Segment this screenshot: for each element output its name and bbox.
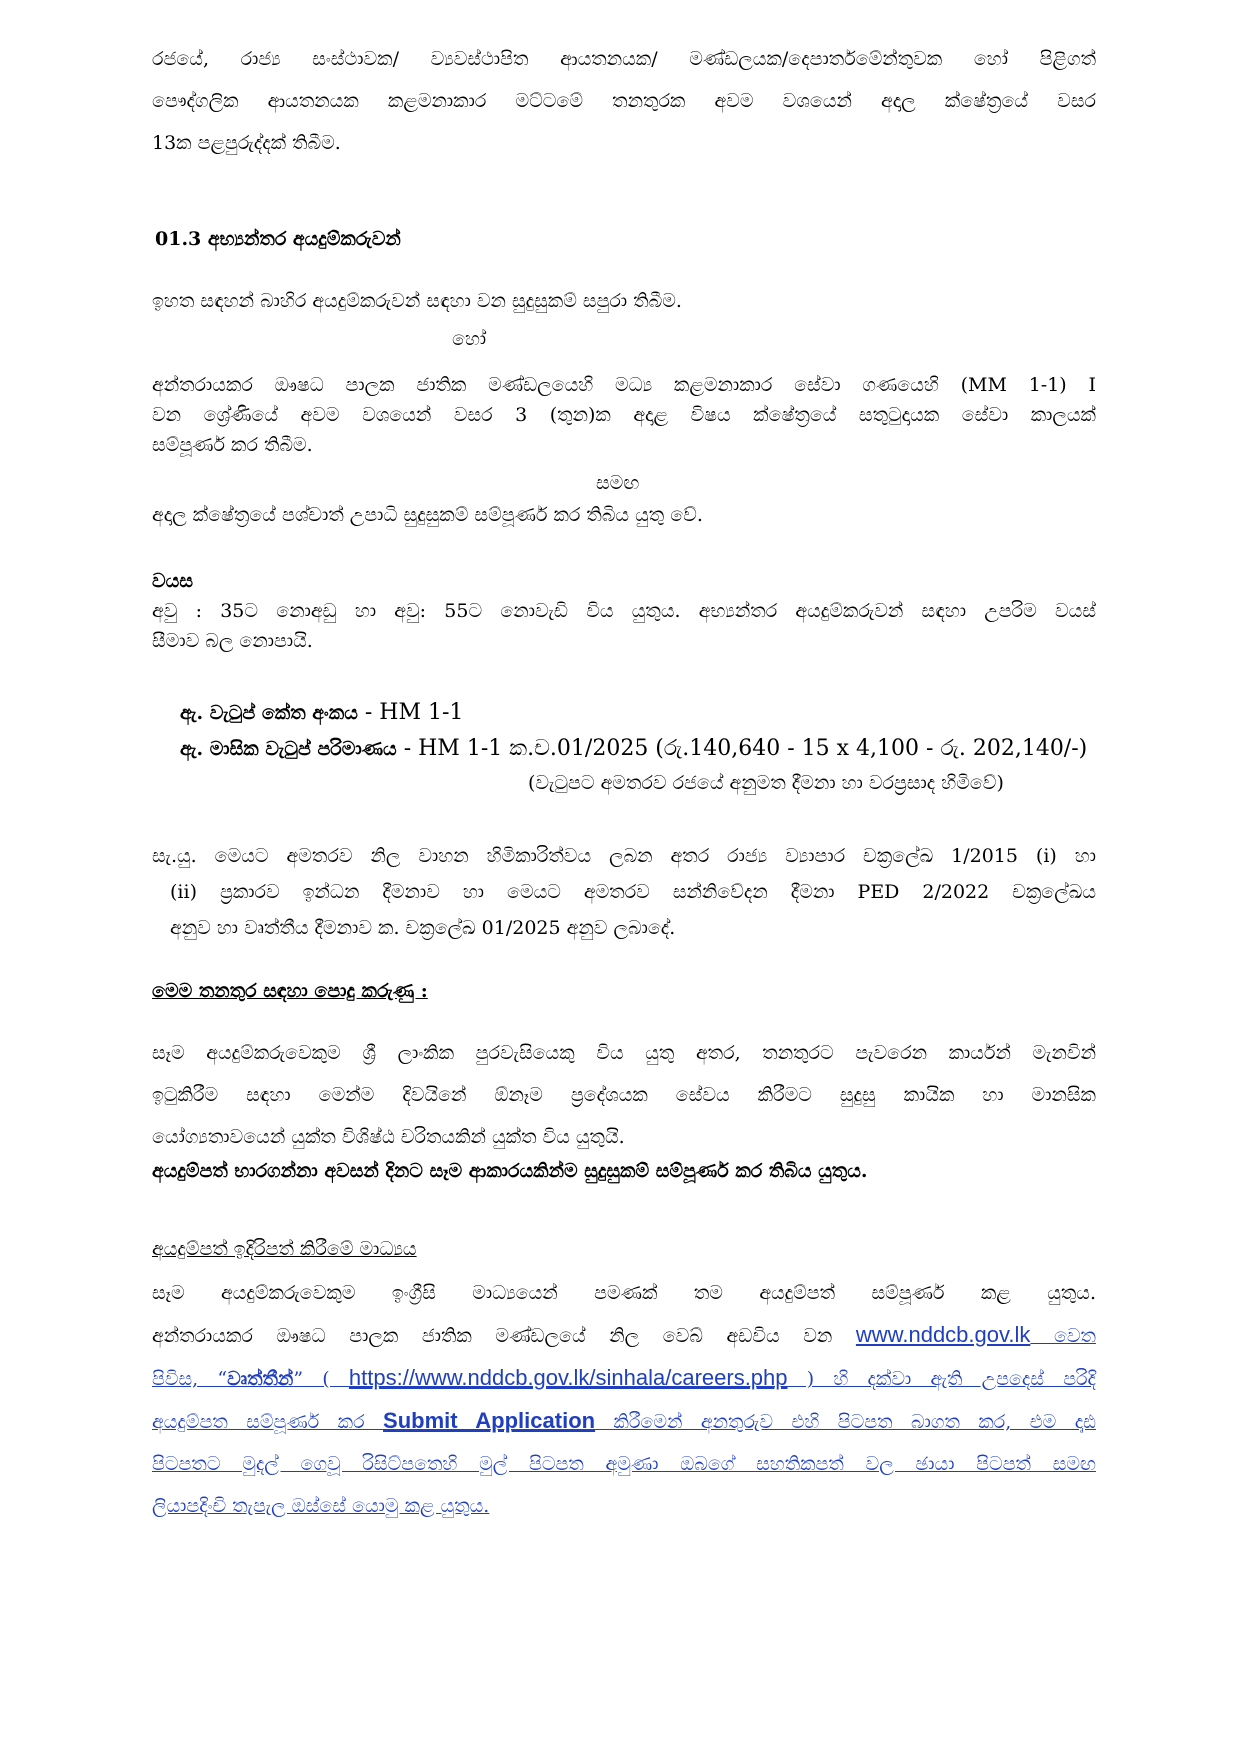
nb-line-1 [152,838,1096,874]
age-line-2: සීමාව බල නොපායි. [152,630,313,652]
intro-paragraph [152,38,1096,164]
careers-label: වෘත්තීන් [227,1368,294,1390]
salary-scale-value: - HM 1-1 ක.ච.01/2025 (රු.140,640 - 15 x 4,100 - රු. 202,140/-) [396,736,1088,761]
apply-heading: අයදුම්පත් ඉදිරිපත් කිරීමේ මාධ්‍යය [152,1238,417,1260]
careers-page-link[interactable]: https://www.nddcb.gov.lk/sinhala/careers.php [348,1365,788,1390]
general-line-1: සෑම අයදුම්කරුවෙකුම ශ්‍රී ලාංකික පුරවැසියෙකු විය යුතු අතර, තනතුරට පැවරෙන කාර්යන් මැනවින් [152,1042,1096,1064]
apply-line-2 [152,1314,1096,1357]
age-line-1: අවු : 35ට නොඅඩු හා අවු: 55ට නොවැඩි විය යුතුය. අභ්‍යන්තර අයදුම්කරුවන් සඳහා උපරිම වයස් [152,600,1096,622]
apply-line-4[interactable] [152,1400,1096,1443]
apply-line-4-c: කිරීමෙන් අනතුරුව එහි පිටපත බාගත කර, එම දෘඪ [595,1411,1097,1433]
apply-paragraph [152,1272,1096,1527]
internal-p2-line-1: අන්තරායකර ඖෂධ පාලක ජාතික මණ්ඩලයෙහි මධ්‍ය කළමනාකාර සේවා ගණයෙහි (MM 1-1) I [152,374,1096,396]
apply-line-2-text: අන්තරායකර ඖෂධ පාලක ජාතික මණ්ඩලයේ නිල වෙබ් අඩවිය වන [152,1325,856,1347]
internal-paragraph-2 [152,370,1096,460]
salary-scale-label: ඇ. මාසික වැටුප් පරිමාණය [180,738,397,760]
apply-line-4-a: අයදුම්පත සම්පූර්ණ කර [152,1411,384,1433]
age-heading: වයස [152,570,193,592]
general-paragraph [152,1032,1096,1158]
general-line-3: යෝග්‍යතාවයෙන් යුක්ත විශිෂ්ඨ චරිතයකින් යුක්ත විය යුතුයි. [152,1126,625,1148]
apply-line-6[interactable]: ලියාපදිංචි තැපැල ඔස්සේ යොමු කළ යුතුය. [152,1495,490,1517]
nb-line-2 [152,874,1096,910]
salary-code-row [180,700,463,725]
nb-line-3-text: අනුව හා වෘත්තීය දීමනාව ක. චක්‍රලේඛ 01/2025 අනුව ලබාදේ. [170,917,676,939]
apply-line-1: සෑම අයදුම්කරුවෙකුම ඉංග්‍රීසි මාධ්‍යයෙන් පමණක් තම අයදුම්පත් සම්පූර්ණ කළ යුතුය. [152,1282,1096,1304]
internal-p2-line-3: සම්පූර්ණ කර තිබීම. [152,434,313,456]
general-heading: මෙම තනතුර සඳහා පොදු කරුණු : [152,980,428,1002]
apply-line-2-tail: වෙත [1030,1325,1096,1347]
age-paragraph [152,596,1096,656]
internal-paragraph-3: අදාල ක්ෂේත්‍රයේ පශ්චාත් උපාධි සුදුසුකම් සම්පූර්ණ කර තිබිය යුතු වේ. [152,504,703,526]
nb-line-2-text: (ii) ප්‍රකාරව ඉන්ධන දීමනාව හා මෙයට අමතරව සන්නිවේදන දීමනා PED 2/2022 චක්‍රලේඛය [170,881,1096,903]
apply-line-3[interactable] [152,1357,1096,1400]
submit-application-label: Submit Application [383,1408,596,1433]
intro-line-3: 13ක පළපුරුද්දක් තිබීම. [152,132,341,154]
internal-p2-line-2: වන ශ්‍රේණියේ අවම වශයෙන් වසර 3 (තුන)ක අදාළ විෂය ක්ෂේත්‍රයේ සතුටුදායක සේවා කාලයක් [152,404,1096,426]
or-label: හෝ [452,328,487,350]
apply-line-3-a: පිවිස, “ [152,1368,228,1390]
salary-scale-row [180,736,1087,761]
internal-line-1: ඉහත සඳහන් බාහිර අයදුම්කරුවන් සඳහා වන සුදුසුකම් සපුරා තිබීම. [152,290,682,312]
general-line-2: ඉටුකිරීම සඳහා මෙන්ම දිවයිනේ ඕනෑම ප්‍රදේශයක සේවය කිරීමට සුදුසු කායික හා මානසික [152,1084,1096,1106]
nb-paragraph [152,838,1096,946]
salary-code-label: ඇ. වැටුප් කේත අංකය [180,702,358,724]
salary-note: (වැටුපට අමතරව රජයේ අනුමත දීමනා හා වරප්‍රසාද හිමිවේ) [528,772,1004,794]
general-bold-note: අයදුම්පත් භාරගන්නා අවසන් දිනට සෑම ආකාරයකින්ම සුදුසුකම් සම්පූර්ණ කර තිබිය යුතුය. [152,1160,868,1182]
intro-line-1: රජයේ, රාජ්‍ය සංස්ථාවක/ ව්‍යවස්ථාපිත ආයතනයක/ මණ්ඩලයක/දෙපාර්තමේන්තුවක හෝ පිළිගත් [152,48,1096,70]
nb-line-3 [152,910,1096,946]
apply-line-3-d: ) හි දක්වා ඇති උපදෙස් පරිදි [787,1368,1096,1390]
with-label: සමඟ [596,472,640,494]
internal-applicants-heading: 01.3 අභ්‍යන්තර අයදුම්කරුවන් [155,228,401,250]
intro-line-2: පෞද්ගලික ආයතනයක කළමනාකාර මට්ටමේ තනතුරක අවම වශයෙන් අදාල ක්ෂේත්‍රයේ වසර [152,90,1096,112]
nddcb-website-link[interactable]: www.nddcb.gov.lk [855,1322,1031,1347]
salary-code-value: - HM 1-1 [357,700,464,725]
apply-line-5[interactable]: පිටපතට මුදල් ගෙවූ රිසිට්පතෙහි මුල් පිටපත අමුණා ඔබගේ සහතිකපත් වල ඡායා පිටපත් සමඟ [152,1453,1096,1475]
apply-line-3-c: ” ( [293,1368,349,1390]
nb-line-1-text: සැ.යු. මෙයට අමතරව නිල වාහන හිමිකාරිත්වය ලබන අතර රාජ්‍ය ව්‍යාපාර චක්‍රලේඛ 1/2015 (i) හා [152,845,1096,867]
